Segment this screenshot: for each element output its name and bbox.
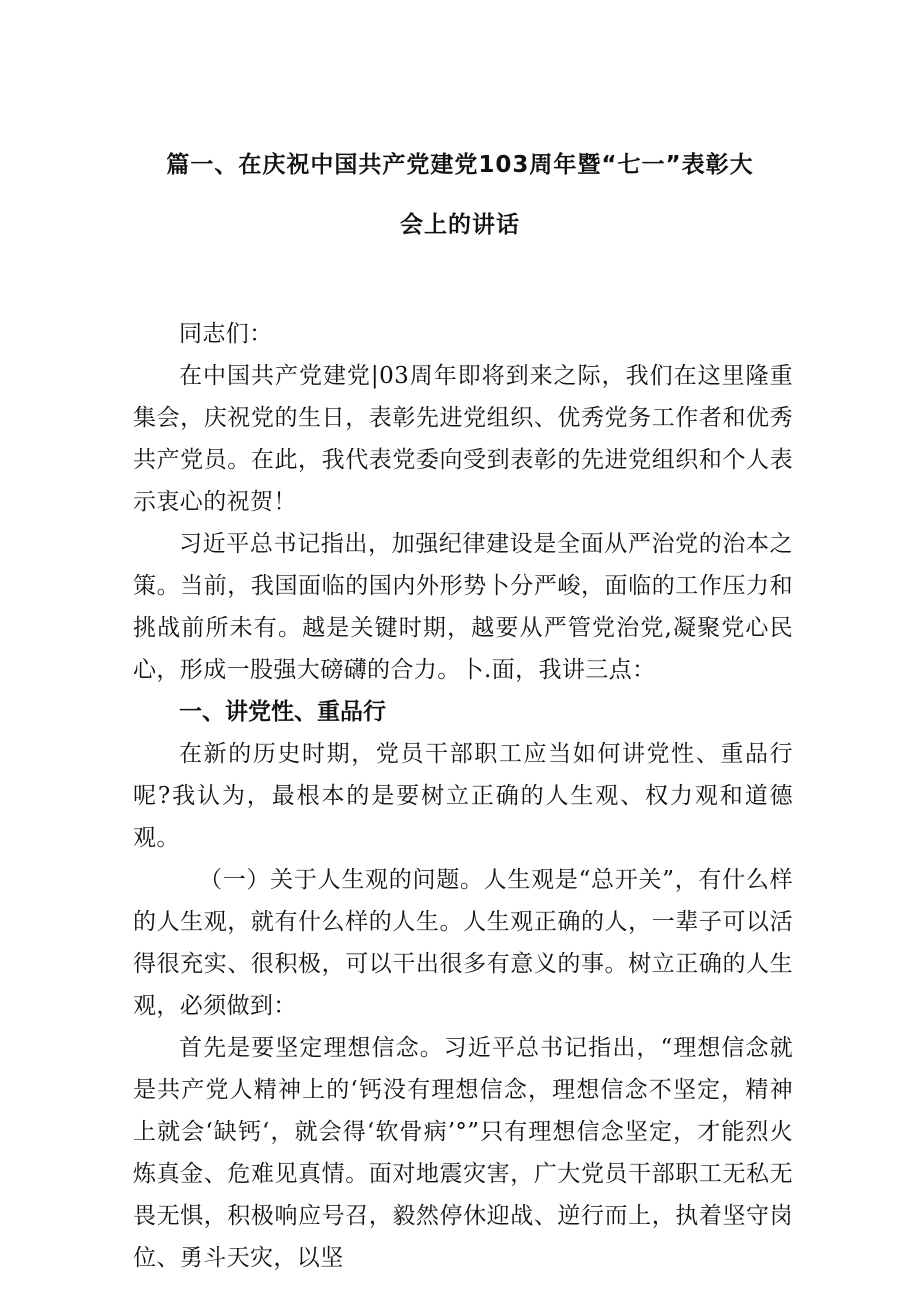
salutation: 同志们：: [179, 321, 273, 347]
document-title-line-1: 篇一、在庆祝中国共产党建党103周年暨“七一”表彰大: [166, 152, 754, 178]
paragraph-ideals-belief: 首先是要坚定理想信念。习近平总书记指出，“理想信念就是共产党人精神上的‘钙没有理想信念，理想信念不坚定，精神上就会‘缺钙‘，就会得‘软骨病’°”只有理想信念坚定，才能烈火炼真金、危难见真情。面对地震灾害，广大党员干部职工无私无畏无惧，积极响应号召，毅然停休迎战、逆行而上，执着坚守岗位、勇斗天灾，以坚: [133, 1035, 793, 1271]
document-title-line-2: 会上的讲话: [400, 212, 520, 238]
paragraph-discipline: 习近平总书记指出，加强纪律建设是全面从严治党的治本之策。当前，我国面临的国内外形势卜分严峻，面临的工作压力和挑战前所未有。越是关键时期，越要从严管党治党,凝聚党心民心，形成一股强大磅礴的合力。卜.面，我讲三点：: [133, 531, 793, 683]
paragraph-outlook-on-life: （一）关于人生观的问题。人生观是“总开关”，有什么样的人生观，就有什么样的人生。人生观正确的人，一辈子可以活得很充实、很积极，可以干出很多有意义的事。树立正确的人生观，必须做到：: [133, 867, 793, 1019]
paragraph-opening: 在中国共产党建党|03周年即将到来之际，我们在这里隆重集会，庆祝党的生日，表彰先进党组织、优秀党务工作者和优秀共产党员。在此，我代表党委向受到表彰的先进党组织和个人表示衷心的祝贺！: [133, 363, 793, 515]
section-heading-1: 一、讲党性、重品行: [179, 699, 386, 725]
paragraph-new-era: 在新的历史时期，党员干部职工应当如何讲党性、重品行呢?我认为，最根本的是要树立正确的人生观、权力观和道德观。: [133, 741, 793, 851]
document-body: [133, 313, 793, 1279]
